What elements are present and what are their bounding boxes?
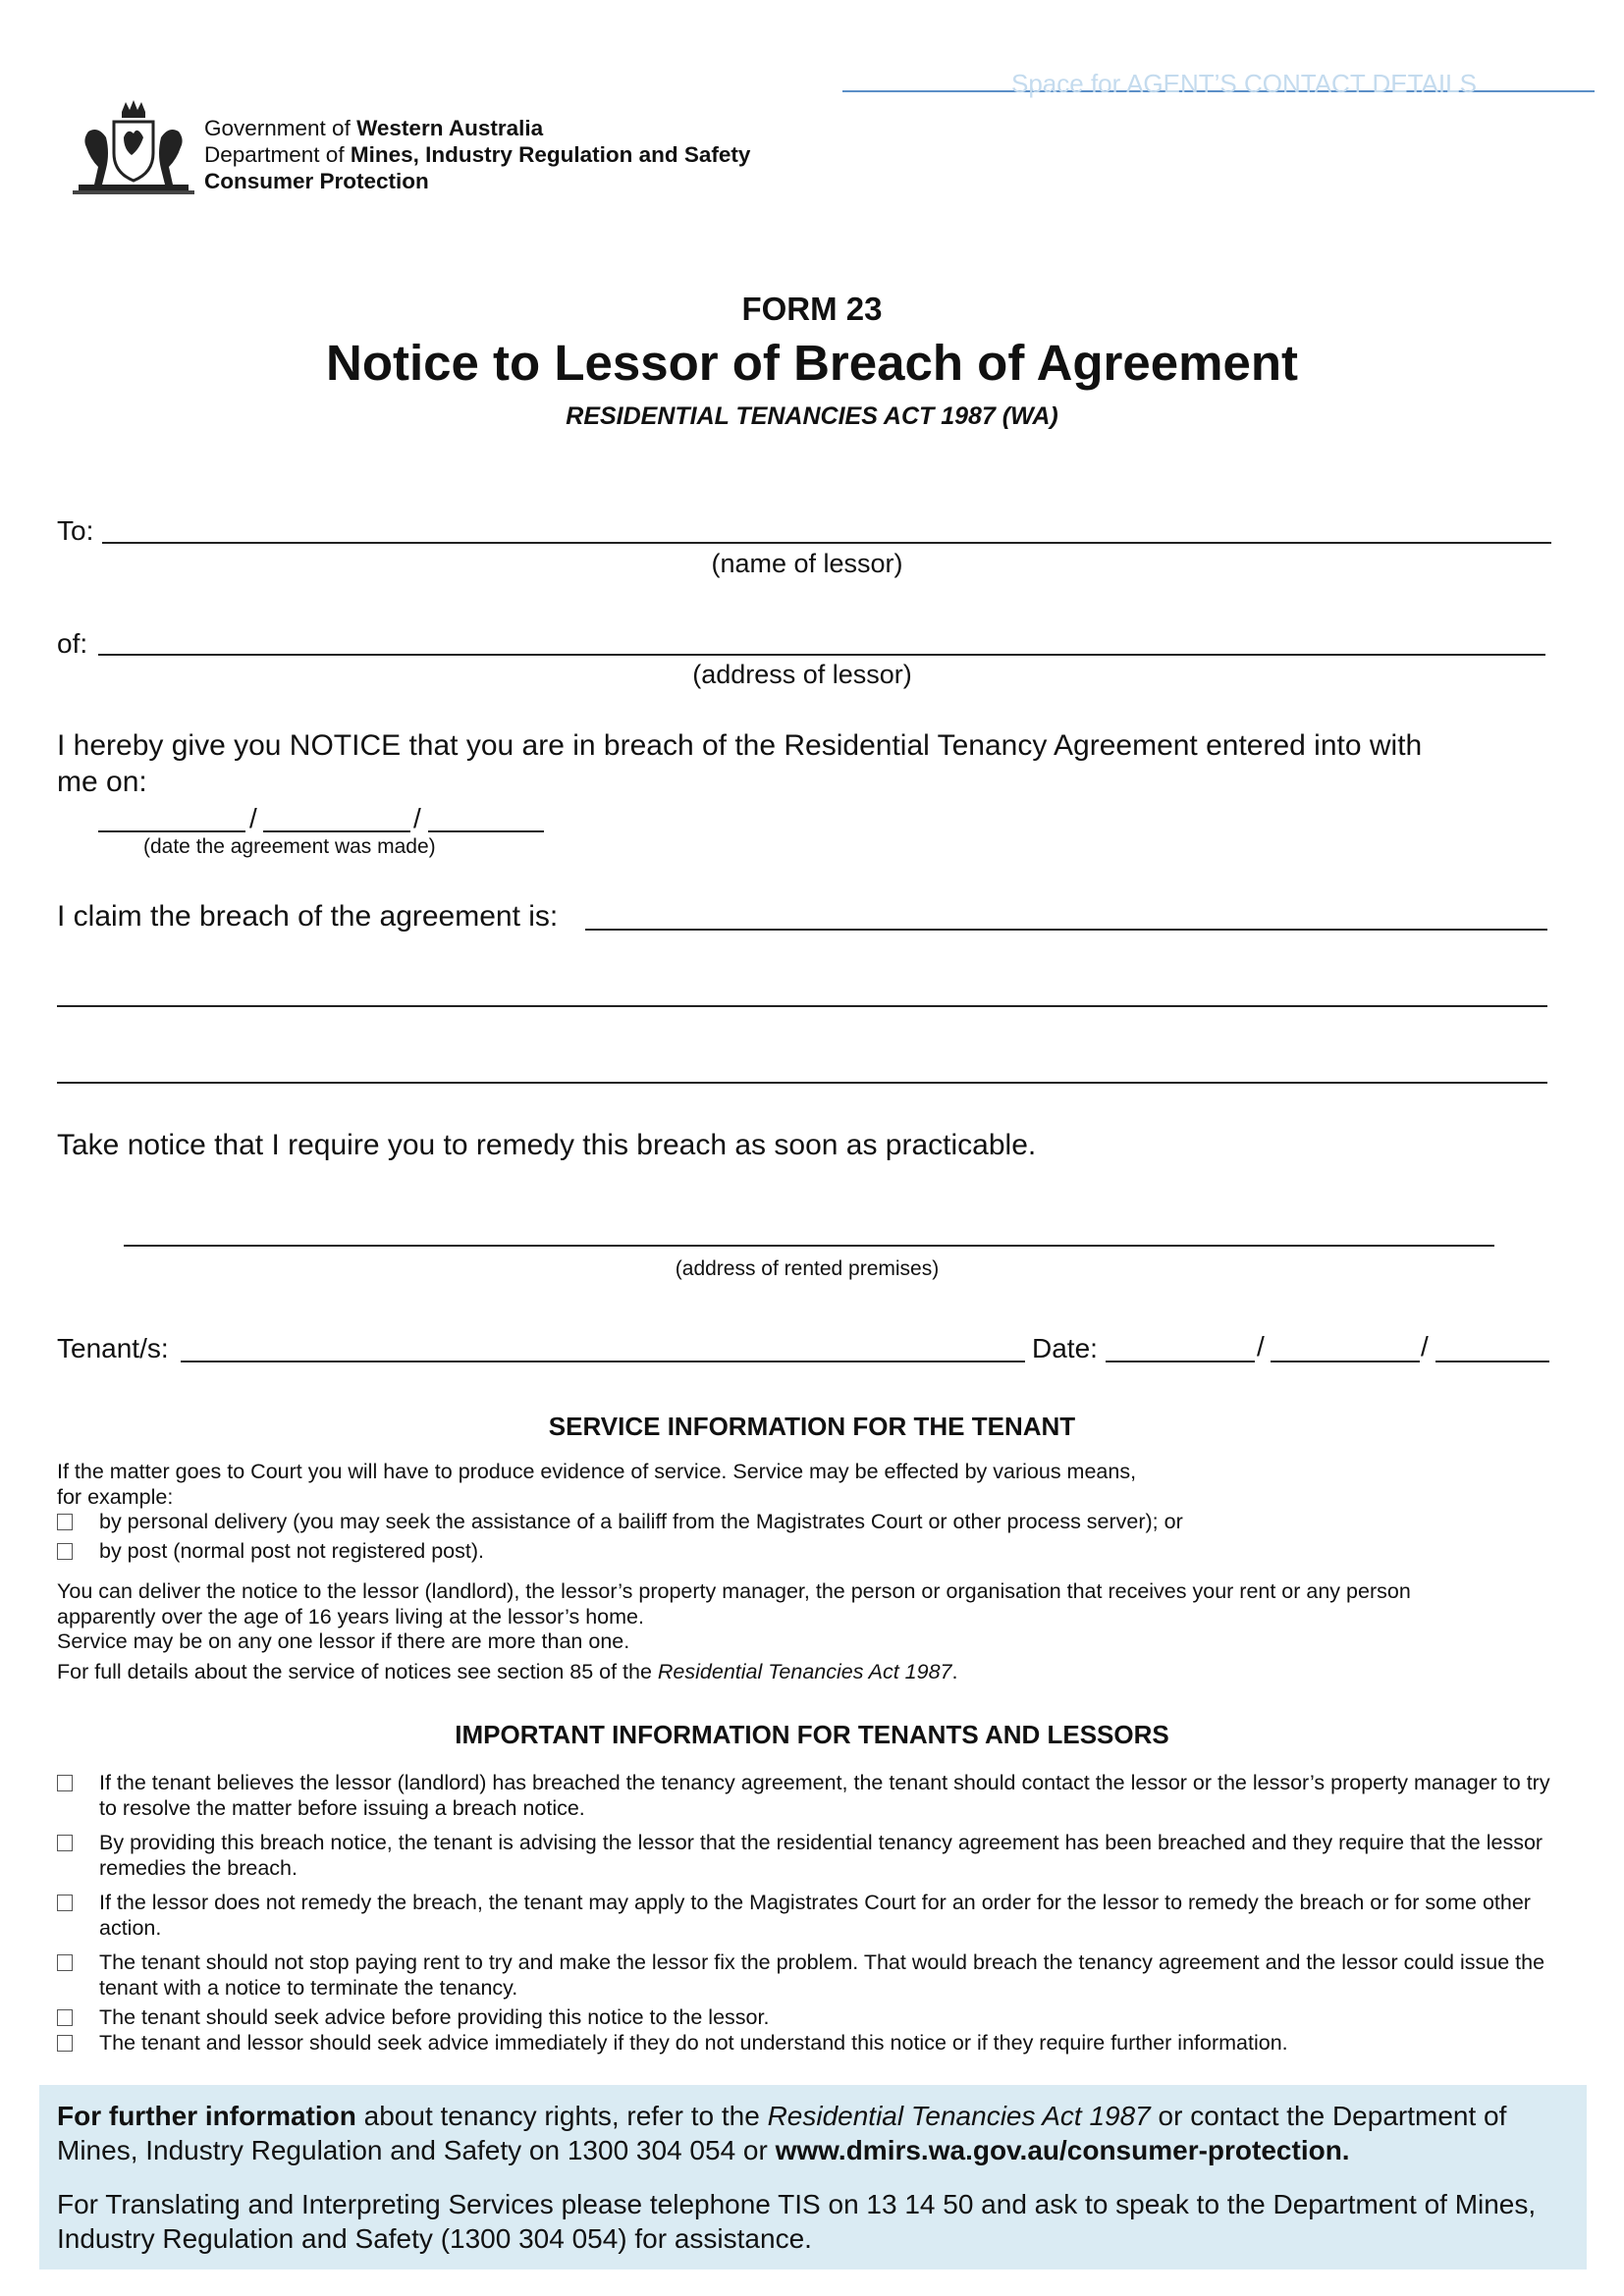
important-bullet: If the tenant believes the lessor (landlord) has breached the tenancy agreement, the tenant should contact the lessor or the lessor’s property manager to try to resolve the matter before issuing a breach notice. [99,1771,1550,1820]
further-info-box [39,2085,1587,2269]
bullet-box-icon [57,1775,73,1791]
service-one-lessor-paragraph: Service may be on any one lessor if there are more than one. [57,1629,630,1653]
bullet-box-icon [57,1954,73,1971]
notice-statement: I hereby give you NOTICE that you are in breach of the Residential Tenancy Agreement entered into with me on: [57,729,1423,798]
bullet-box-icon [57,2009,73,2026]
date-day-field[interactable] [1106,1361,1255,1362]
form-number: FORM 23 [741,291,883,327]
service-details-paragraph: For full details about the service of notices see section 85 of the Residential Tenancies Act 1987. [57,1660,958,1683]
government-branding: Government of Western Australia Department of Mines, Industry Regulation and Safety Consumer Protection [204,116,751,193]
tenant-signature-field[interactable] [181,1361,1025,1362]
lessor-address-caption: (address of lessor) [692,660,912,689]
of-label: of: [57,628,88,659]
date-separator: / [1421,1331,1429,1362]
breach-description-field-2[interactable] [57,1005,1547,1007]
wa-coat-of-arms-icon [69,98,198,198]
service-bullet: by post (normal post not registered post). [99,1539,484,1563]
service-bullet: by personal delivery (you may seek the assistance of a bailiff from the Magistrates Court or other process server); or [99,1510,1183,1533]
agreement-date-caption: (date the agreement was made) [143,835,436,858]
lessor-name-caption: (name of lessor) [711,549,903,578]
bullet-box-icon [57,1543,73,1560]
further-info-text: For further information about tenancy rights, refer to the Residential Tenancies Act 1987 or contact the Department of Mines, Industry Regulation and Safety on 1300 304 054 or www.dmirs.wa.gov.au/consumer-protection. [57,2101,1507,2165]
agreement-date-year-field[interactable] [428,830,544,832]
page-title: Notice to Lessor of Breach of Agreement [326,335,1298,391]
agent-details-placeholder: Space for AGENT’S CONTACT DETAILS [1011,69,1477,98]
important-bullet: The tenant should not stop paying rent to try and make the lessor fix the problem. That would breach the tenancy agreement and the lessor could issue the tenant with a notice to terminate the tenancy. [99,1950,1545,2000]
bullet-box-icon [57,2035,73,2052]
service-delivery-paragraph: You can deliver the notice to the lessor (landlord), the lessor’s property manager, the person or organisation that receives your rent or any person apparently over the age of 16 years living at the lessor’s home. [57,1579,1411,1629]
date-separator: / [1257,1331,1265,1362]
to-label: To: [57,515,94,546]
date-year-field[interactable] [1435,1361,1549,1362]
important-info-heading: IMPORTANT INFORMATION FOR TENANTS AND LESSORS [455,1720,1169,1749]
bullet-box-icon [57,1514,73,1530]
date-month-field[interactable] [1271,1361,1420,1362]
important-bullet: If the lessor does not remedy the breach, the tenant may apply to the Magistrates Court for an order for the lessor to remedy the breach or for some other action. [99,1891,1531,1940]
date-label: Date: [1032,1333,1098,1363]
premises-address-caption: (address of rented premises) [675,1257,940,1280]
website-link[interactable]: www.dmirs.wa.gov.au/consumer-protection. [775,2135,1350,2165]
important-bullet: The tenant should seek advice before providing this notice to the lessor. [99,2005,770,2029]
important-bullet: By providing this breach notice, the tenant is advising the lessor that the residential tenancy agreement has been breached and they require that the lessor remedies the breach. [99,1831,1543,1880]
date-separator: / [413,803,421,833]
premises-address-field[interactable] [124,1245,1494,1247]
bullet-box-icon [57,1895,73,1911]
service-info-heading: SERVICE INFORMATION FOR THE TENANT [548,1412,1076,1441]
lessor-name-field[interactable] [102,542,1551,544]
tis-info-text: For Translating and Interpreting Services please telephone TIS on 13 14 50 and ask to speak to the Department of Mines, Industry Regulation and Safety (1300 304 054) for assistance. [57,2189,1537,2254]
agreement-date-month-field[interactable] [263,830,410,832]
bullet-box-icon [57,1835,73,1851]
act-subtitle: RESIDENTIAL TENANCIES ACT 1987 (WA) [566,402,1058,430]
remedy-statement: Take notice that I require you to remedy this breach as soon as practicable. [57,1129,1037,1161]
important-bullet: The tenant and lessor should seek advice immediately if they do not understand this notice or if they require further information. [99,2031,1288,2055]
date-separator: / [249,803,257,833]
breach-description-field-1[interactable] [585,929,1547,931]
claim-label: I claim the breach of the agreement is: [57,900,559,933]
tenant-label: Tenant/s: [57,1333,169,1363]
lessor-address-field[interactable] [98,654,1545,656]
service-intro: If the matter goes to Court you will have to produce evidence of service. Service may be effected by various means, for example: [57,1460,1137,1509]
agreement-date-day-field[interactable] [98,830,245,832]
breach-description-field-3[interactable] [57,1082,1547,1084]
